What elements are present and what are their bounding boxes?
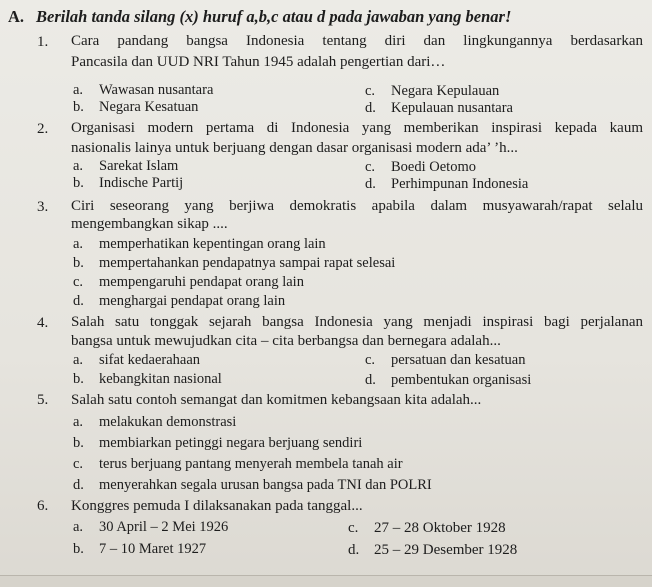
option-1a[interactable]: a. Wawasan nusantara bbox=[73, 82, 214, 98]
option-2a[interactable]: a. Sarekat Islam bbox=[73, 158, 179, 174]
option-5c[interactable]: c. terus berjuang pantang menyerah membela tanah air bbox=[73, 456, 403, 472]
question-text-line: Salah satu tonggak sejarah bangsa Indonesia yang menjadi inspirasi bagi perjalanan bbox=[71, 314, 643, 330]
option-6b[interactable]: b. 7 – 10 Maret 1927 bbox=[73, 541, 207, 557]
option-3a[interactable]: a. memperhatikan kepentingan orang lain bbox=[73, 236, 326, 252]
option-4a[interactable]: a. sifat kedaerahaan bbox=[73, 352, 201, 368]
option-2b[interactable]: b. Indische Partij bbox=[73, 175, 184, 191]
question-text-line: Organisasi modern pertama di Indonesia yang memberikan inspirasi kepada kaum bbox=[71, 120, 643, 136]
question-text-line: Ciri seseorang yang berjiwa demokratis apabila dalam musyawarah/rapat selalu bbox=[71, 198, 643, 214]
question-number: 3. bbox=[37, 199, 49, 215]
option-4d[interactable]: d. pembentukan organisasi bbox=[365, 372, 532, 388]
option-2c[interactable]: c. Boedi Oetomo bbox=[365, 159, 476, 175]
option-6c[interactable]: c. 27 – 28 Oktober 1928 bbox=[348, 520, 506, 536]
option-3d[interactable]: d. menghargai pendapat orang lain bbox=[73, 293, 286, 309]
question-number: 5. bbox=[37, 392, 49, 408]
option-3b[interactable]: b. mempertahankan pendapatnya sampai rapat selesai bbox=[73, 255, 396, 271]
question-text-line: bangsa untuk mewujudkan cita – cita berbangsa dan bernegara adalah... bbox=[71, 333, 501, 349]
question-number: 6. bbox=[37, 498, 49, 514]
option-5a[interactable]: a. melakukan demonstrasi bbox=[73, 414, 237, 430]
page-bottom-edge bbox=[0, 575, 652, 587]
question-number: 2. bbox=[37, 121, 49, 137]
section-heading bbox=[8, 7, 511, 27]
question-number: 4. bbox=[37, 315, 49, 331]
option-4b[interactable]: b. kebangkitan nasional bbox=[73, 371, 222, 387]
section-instruction: Berilah tanda silang (x) huruf a,b,c atau d pada jawaban yang benar! bbox=[36, 7, 512, 26]
question-text-line: Salah satu contoh semangat dan komitmen kebangsaan kita adalah... bbox=[71, 392, 482, 408]
option-5b[interactable]: b. membiarkan petinggi negara berjuang sendiri bbox=[73, 435, 363, 451]
question-text-line: mengembangkan sikap .... bbox=[71, 216, 228, 232]
option-4c[interactable]: c. persatuan dan kesatuan bbox=[365, 352, 526, 368]
section-number: A. bbox=[8, 7, 25, 26]
option-1d[interactable]: d. Kepulauan nusantara bbox=[365, 100, 513, 116]
question-number: 1. bbox=[37, 34, 49, 50]
option-1b[interactable]: b. Negara Kesatuan bbox=[73, 99, 199, 115]
question-text-line: Konggres pemuda I dilaksanakan pada tanggal... bbox=[71, 498, 363, 514]
option-1c[interactable]: c. Negara Kepulauan bbox=[365, 83, 500, 99]
question-text-line: nasionalis lainya untuk berjuang dengan dasar organisasi modern ada’ ’h... bbox=[71, 140, 518, 156]
option-3c[interactable]: c. mempengaruhi pendapat orang lain bbox=[73, 274, 304, 290]
option-2d[interactable]: d. Perhimpunan Indonesia bbox=[365, 176, 529, 192]
option-6a[interactable]: a. 30 April – 2 Mei 1926 bbox=[73, 519, 229, 535]
question-text-line: Cara pandang bangsa Indonesia tentang diri dan lingkungannya berdasarkan bbox=[71, 33, 643, 49]
option-5d[interactable]: d. menyerahkan segala urusan bangsa pada TNI dan POLRI bbox=[73, 477, 432, 493]
option-6d[interactable]: d. 25 – 29 Desember 1928 bbox=[348, 542, 518, 558]
question-text-line: Pancasila dan UUD NRI Tahun 1945 adalah pengertian dari… bbox=[71, 54, 446, 70]
